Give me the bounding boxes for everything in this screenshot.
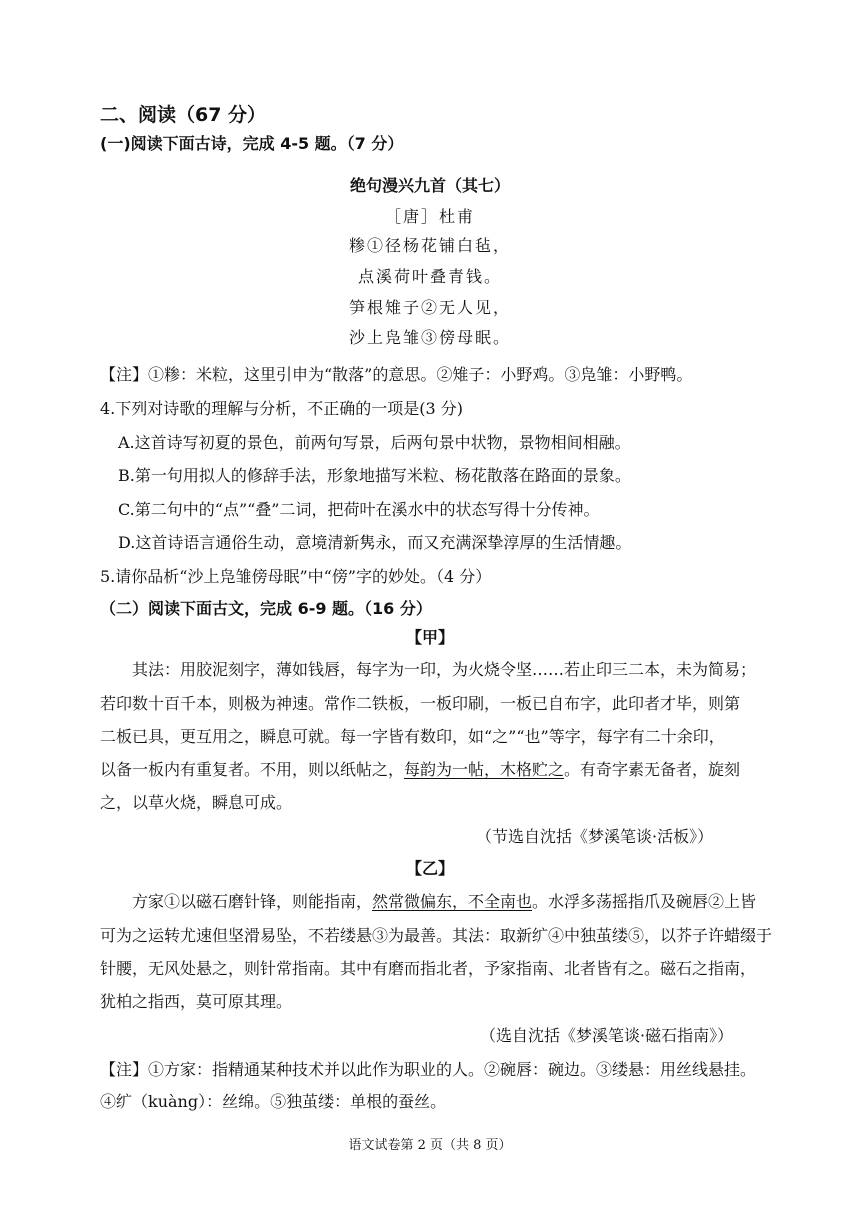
passage-jia-source: （节选自沈括《梦溪笔谈·活板》） xyxy=(476,827,714,846)
question-4: 4.下列对诗歌的理解与分析，不正确的一项是(3 分) xyxy=(100,399,464,418)
passage-jia-line: 其法：用胶泥刻字，薄如钱唇，每字为一印，为火烧令坚……若止印三二本，未为简易； xyxy=(132,660,757,679)
q4-option-a: A.这首诗写初夏的景色，前两句写景，后两句景中状物，景物相间相融。 xyxy=(118,433,631,452)
passage-jia-line: 二板已具，更互用之，瞬息可就。每一字皆有数印，如“之”“也”等字，每字有二十余印， xyxy=(100,727,725,746)
poem-line: 糁①径杨花铺白毡， xyxy=(348,236,511,255)
poem-line: 点溪荷叶叠青钱。 xyxy=(357,267,502,286)
jia-underlined-sentence: 每韵为一帖，木格贮之 xyxy=(404,760,565,779)
passage-note: 【注】①方家：指精通某种技术并以此作为职业的人。②碗唇：碗边。③缕悬：用丝线悬挂。 xyxy=(100,1060,757,1079)
passage-yi-line: 犹柏之指西，莫可原其理。 xyxy=(100,992,293,1011)
passage-jia-line: 之，以草火烧，瞬息可成。 xyxy=(100,793,293,812)
part2-heading: （二）阅读下面古文，完成 6-9 题。（16 分） xyxy=(100,599,432,618)
page-footer: 语文试卷第 2 页（共 8 页） xyxy=(348,1138,512,1153)
jia-text: 以备一板内有重复者。不用，则以纸帖之， xyxy=(100,760,405,779)
passage-yi-line: 可为之运转尤速但坚滑易坠，不若缕悬③为最善。其法：取新纩④中独茧缕⑤，以芥子许蜡缀于 xyxy=(100,926,773,945)
part1-heading: (一)阅读下面古诗，完成 4-5 题。（7 分） xyxy=(100,134,404,153)
section-title: 二、阅读（67 分） xyxy=(100,104,267,126)
passage-note: ④纩（kuàng）：丝绵。⑤独茧缕：单根的蚕丝。 xyxy=(100,1092,447,1111)
passage-jia-line: 若印数十百千本，则极为神速。常作二铁板，一板印刷，一板已自布字，此印者才毕，则第 xyxy=(100,694,741,713)
poem-note: 【注】①糁：米粒，这里引申为“散落”的意思。②雉子：小野鸡。③凫雏：小野鸭。 xyxy=(100,365,693,384)
q4-option-b: B.第一句用拟人的修辞手法，形象地描写米粒、杨花散落在路面的景象。 xyxy=(118,466,631,485)
poem-line: 笋根雉子②无人见， xyxy=(348,298,511,317)
poem-title: 绝句漫兴九首（其七） xyxy=(349,176,510,195)
passage-yi-source: （选自沈括《梦溪笔谈·磁石指南》） xyxy=(480,1026,734,1045)
passage-yi-line xyxy=(132,891,756,913)
yi-underlined-sentence: 然常微偏东，不全南也 xyxy=(372,892,533,911)
jia-text: 。有奇字素无备者，旋刻 xyxy=(564,760,741,779)
passage-yi-line: 针腰，无风处悬之，则针常指南。其中有磨而指北者，予家指南、北者皆有之。磁石之指南， xyxy=(100,959,757,978)
passage-jia-line xyxy=(100,759,740,781)
poem-author: ［唐］杜甫 xyxy=(384,207,475,226)
yi-text: 方家①以磁石磨针锋，则能指南， xyxy=(132,892,373,911)
question-5: 5.请你品析“沙上凫雏傍母眠”中“傍”字的妙处。（4 分） xyxy=(100,567,492,586)
q4-option-d: D.这首诗语言通俗生动，意境清新隽永，而又充满深挚淳厚的生活情趣。 xyxy=(118,533,632,552)
passage-yi-label: 【乙】 xyxy=(405,859,454,878)
yi-text: 。水浮多荡摇指爪及碗唇②上皆 xyxy=(532,892,757,911)
q4-option-c: C.第二句中的“点”“叠”二词，把荷叶在溪水中的状态写得十分传神。 xyxy=(118,500,600,519)
poem-line: 沙上凫雏③傍母眠。 xyxy=(348,328,511,347)
passage-jia-label: 【甲】 xyxy=(405,628,454,647)
